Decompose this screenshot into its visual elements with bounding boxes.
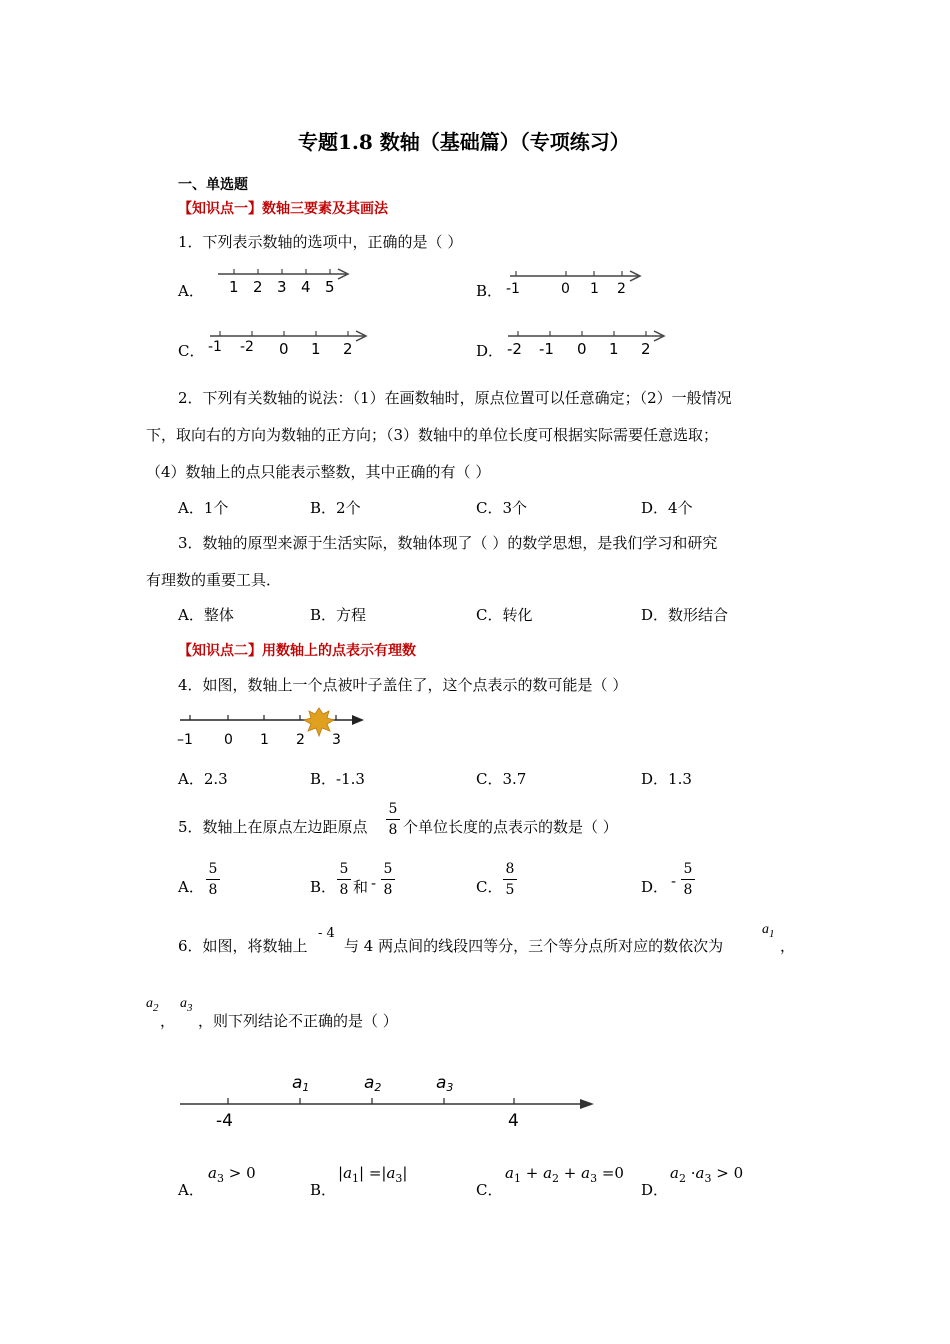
q3-line-1: 3．数轴的原型来源于生活实际，数轴体现了（ ）的数学思想，是我们学习和研究 <box>178 534 718 552</box>
q5-stem-pre: 5．数轴上在原点左边距原点 <box>178 818 368 836</box>
q6-point-label: a2 <box>364 1073 382 1094</box>
q1c-tick: 0 <box>279 340 289 358</box>
q4-tick: 3 <box>332 732 341 748</box>
q5-minus: - <box>371 874 377 892</box>
q5-option-d-minus: - <box>671 872 677 890</box>
q3-option-a: A．整体 <box>178 606 234 624</box>
q6-option-b-expr: $|a_1| =|a_3|$ <box>338 1164 408 1185</box>
q5-fraction: 5 8 <box>386 800 400 839</box>
q5-option-a: A． <box>178 878 204 896</box>
q1-axis-b <box>504 266 646 298</box>
q5-option-b-fraction-1: 5 8 <box>337 860 351 899</box>
q1d-tick: 1 <box>609 340 619 358</box>
q6-option-d-expr: $a_2 \cdot a_3 > 0$ <box>670 1164 744 1185</box>
q1d-tick: 0 <box>577 340 587 358</box>
q6-axis <box>176 1066 600 1132</box>
q2-option-d: D．4个 <box>641 499 693 517</box>
q6-a2: $a_2$ <box>146 996 159 1014</box>
q2-line-1: 2．下列有关数轴的说法：（1）在画数轴时，原点位置可以任意确定；（2）一般情况 <box>178 389 732 407</box>
q1a-tick: 1 <box>229 278 239 296</box>
q6-point-label: a1 <box>292 1073 310 1094</box>
q5-option-b-fraction-2: 5 8 <box>381 860 395 899</box>
section-heading: 一、单选题 <box>178 177 248 193</box>
q2-line-3: （4）数轴上的点只能表示整数，其中正确的有（ ） <box>146 463 491 481</box>
knowledge-point-1: 【知识点一】数轴三要素及其画法 <box>178 201 388 217</box>
q6-stem-mid: 与 4 两点间的线段四等分，三个等分点所对应的数依次为 <box>344 937 724 955</box>
q1a-tick: 3 <box>277 278 287 296</box>
q6-point-label: a3 <box>436 1073 454 1094</box>
q4-tick: 1 <box>260 732 269 748</box>
q1b-tick: 0 <box>561 281 570 297</box>
q1-option-a: A． <box>178 282 204 300</box>
q2-option-c: C．3个 <box>476 499 528 517</box>
q6-option-c-expr: $a_1 + a_2 + a_3 =0$ <box>505 1164 624 1185</box>
q6-stem-pre: 6．如图，将数轴上 <box>178 937 308 955</box>
q5-stem-post: 个单位长度的点表示的数是（ ） <box>403 818 618 836</box>
q4-option-a: A．2.3 <box>178 770 228 788</box>
q5-option-d-fraction: 5 8 <box>681 860 695 899</box>
q1c-tick: -2 <box>240 339 254 355</box>
q6-tick: 4 <box>508 1111 519 1131</box>
q1c-tick: 1 <box>311 340 321 358</box>
q1b-tick: 2 <box>617 281 626 297</box>
q1c-tick: -1 <box>208 339 222 355</box>
q4-tick: –1 <box>177 732 193 748</box>
q3-option-d: D．数形结合 <box>641 606 729 624</box>
q3-line-2: 有理数的重要工具． <box>146 571 282 589</box>
q1-option-c: C． <box>178 342 205 360</box>
q4-tick: 2 <box>296 732 305 748</box>
q1d-tick: -2 <box>507 340 522 358</box>
q1-axis-d <box>504 326 668 358</box>
q6-comma-2: ， <box>160 1012 176 1030</box>
q3-option-c: C．转化 <box>476 606 533 624</box>
q4-stem: 4．如图，数轴上一个点被叶子盖住了，这个点表示的数可能是（ ） <box>178 676 628 694</box>
q1d-tick: -1 <box>539 340 554 358</box>
q6-a1: $a_1$ <box>762 922 775 940</box>
q1a-tick: 5 <box>325 278 335 296</box>
q1-axis-a <box>214 264 354 298</box>
q1-option-d: D． <box>476 342 504 360</box>
q1d-tick: 2 <box>641 340 651 358</box>
q6-comma: ， <box>780 937 796 955</box>
q5-option-b: B． <box>310 878 337 896</box>
q3-option-b: B．方程 <box>310 606 367 624</box>
q5-option-a-fraction: 5 8 <box>206 860 220 899</box>
q4-axis <box>176 706 370 748</box>
q5-and: 和 <box>353 878 369 896</box>
q1b-tick: 1 <box>590 281 599 297</box>
q4-option-d: D．1.3 <box>641 770 692 788</box>
q1-axis-c <box>206 326 370 358</box>
q6-tick: -4 <box>216 1111 233 1131</box>
q4-tick: 0 <box>224 732 233 748</box>
q6-option-c: C． <box>476 1181 503 1199</box>
q6-option-d: D． <box>641 1181 669 1199</box>
page-title: 专题1.8 数轴（基础篇）（专项练习） <box>298 130 630 154</box>
q4-option-b: B．-1.3 <box>310 770 365 788</box>
leaf-icon <box>304 708 334 736</box>
q6-a3: $a_3$ <box>180 996 193 1014</box>
q4-option-c: C．3.7 <box>476 770 527 788</box>
q2-line-2: 下，取向右的方向为数轴的正方向；（3）数轴中的单位长度可根据实际需要任意选取； <box>146 426 719 444</box>
q6-stem-post: ，则下列结论不正确的是（ ） <box>198 1012 398 1030</box>
q6-option-b: B． <box>310 1181 337 1199</box>
q1b-tick: -1 <box>506 281 520 297</box>
q5-option-c: C． <box>476 878 503 896</box>
q2-option-b: B．2个 <box>310 499 361 517</box>
q1a-tick: 4 <box>301 278 311 296</box>
q1-option-b: B． <box>476 282 503 300</box>
q6-neg-four: - 4 <box>318 926 335 941</box>
q6-option-a-expr: $a_3 > 0$ <box>208 1164 256 1185</box>
q2-option-a: A．1个 <box>178 499 229 517</box>
q1c-tick: 2 <box>343 340 353 358</box>
knowledge-point-2: 【知识点二】用数轴上的点表示有理数 <box>178 643 416 659</box>
q5-option-c-fraction: 8 5 <box>503 860 517 899</box>
q1a-tick: 2 <box>253 278 263 296</box>
q5-option-d: D． <box>641 878 669 896</box>
q6-option-a: A． <box>178 1181 204 1199</box>
q1-stem: 1．下列表示数轴的选项中，正确的是（ ） <box>178 233 463 251</box>
